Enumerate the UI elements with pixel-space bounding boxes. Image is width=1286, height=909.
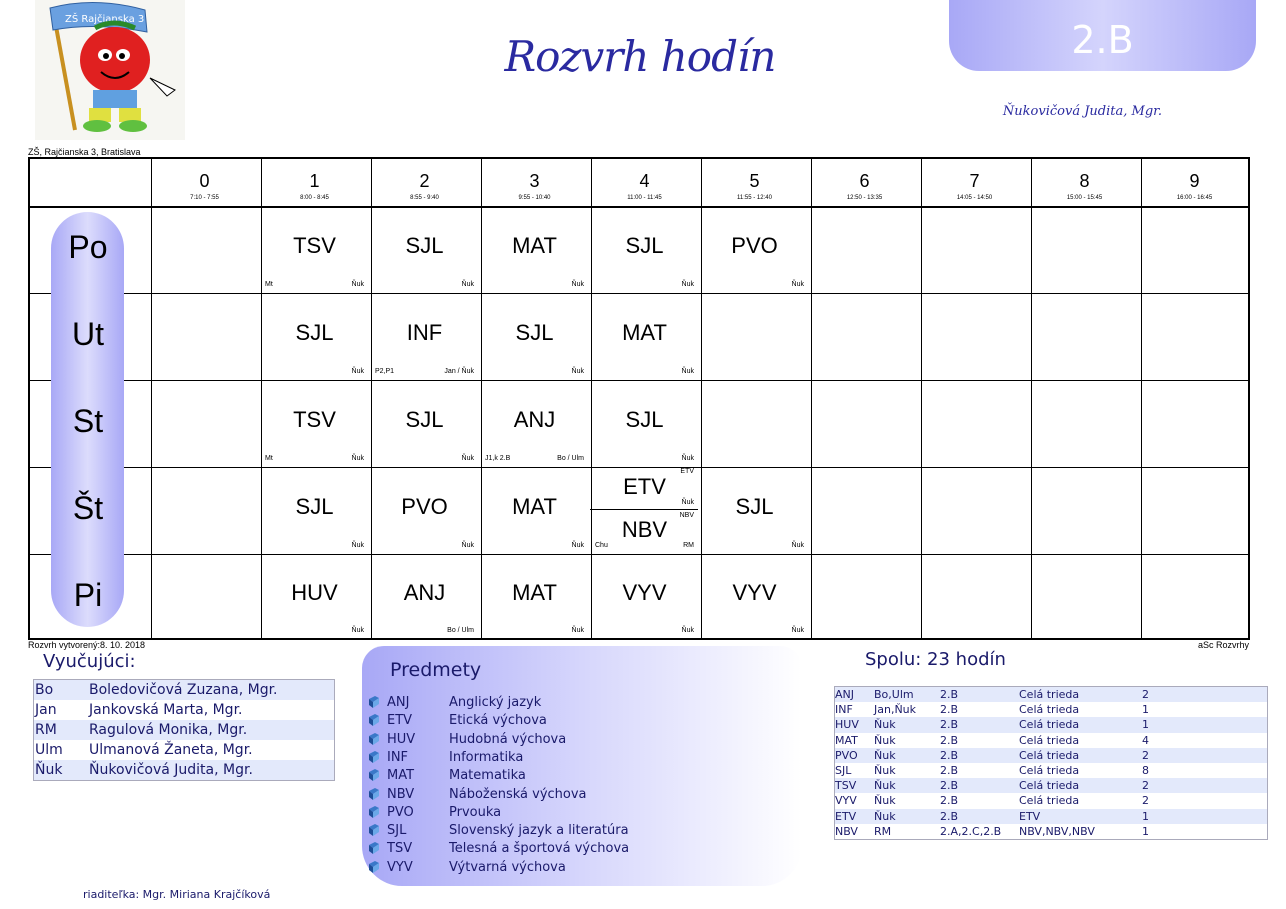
totals-teachers: Bo,Ulm — [874, 688, 914, 701]
teacher-code: Ňuk — [35, 762, 63, 778]
totals-teachers: Ňuk — [874, 809, 896, 823]
subject-code: ETV — [387, 713, 413, 729]
subjects-title: Predmety — [390, 659, 482, 681]
period-number: 9 — [1189, 171, 1200, 191]
lesson-cell[interactable] — [480, 553, 588, 638]
teacher-full-name: Ragulová Monika, Mgr. — [89, 722, 248, 738]
lesson-subject: SJL — [405, 232, 444, 258]
totals-row — [835, 717, 1267, 732]
teacher-row — [34, 700, 334, 720]
lesson-cell[interactable] — [480, 466, 588, 553]
totals-row — [835, 748, 1267, 763]
totals-subject: SJL — [835, 763, 852, 777]
period-number: 5 — [749, 171, 760, 191]
subject-name: Slovenský jazyk a literatúra — [449, 823, 629, 839]
lesson-subject: ANJ — [403, 579, 446, 605]
book-icon — [367, 732, 381, 746]
lesson-teacher: Ňuk — [461, 455, 474, 462]
lesson-teacher: Ňuk — [681, 627, 694, 634]
subject-name: Prvouka — [449, 804, 502, 820]
lesson-cell[interactable] — [590, 292, 698, 379]
subject-code: SJL — [387, 823, 407, 839]
totals-class: 2.A,2.C,2.B — [940, 824, 1002, 838]
lesson-subject: ETV — [623, 473, 666, 499]
totals-class: 2.B — [940, 688, 959, 701]
lesson-subject: ANJ — [513, 406, 556, 432]
subject-code: VYV — [387, 859, 413, 875]
school-logo — [35, 0, 185, 140]
teacher-full-name: Ulmanová Žaneta, Mgr. — [89, 742, 253, 758]
school-name: ZŠ, Rajčianska 3, Bratislava — [28, 147, 141, 157]
lesson-teacher: Ňuk — [791, 542, 804, 549]
lesson-cell[interactable] — [260, 379, 368, 466]
subject-row — [367, 804, 667, 822]
lesson-subject: VYV — [732, 579, 777, 605]
period-number: 4 — [639, 171, 650, 191]
totals-row — [835, 778, 1267, 793]
director-name: riaditeľka: Mgr. Miriana Krajčíková — [83, 888, 271, 901]
lesson-subject: SJL — [295, 493, 334, 519]
lesson-teacher: Ňuk — [681, 368, 694, 375]
book-icon — [367, 860, 381, 874]
lesson-room: Mt — [265, 281, 273, 288]
lesson-subject: HUV — [291, 579, 338, 605]
class-teacher-name: Ňukovičová Judita, Mgr. — [1002, 104, 1163, 119]
totals-count: 8 — [1142, 763, 1149, 777]
teacher-row — [34, 760, 334, 780]
lesson-cell[interactable] — [370, 205, 478, 292]
book-icon — [367, 823, 381, 837]
teachers-table — [33, 679, 335, 781]
lesson-teacher: Ňuk — [571, 281, 584, 288]
subject-row — [367, 767, 667, 785]
lesson-subject: MAT — [512, 493, 557, 519]
lesson-subject: PVO — [401, 493, 448, 519]
period-time: 8:00 - 8:45 — [300, 195, 329, 201]
teacher-row — [34, 680, 334, 700]
lesson-cell[interactable] — [590, 379, 698, 466]
totals-count: 1 — [1142, 703, 1149, 717]
totals-count: 4 — [1142, 733, 1149, 747]
subject-row — [367, 694, 667, 712]
lesson-room: Mt — [265, 455, 273, 462]
totals-class: 2.B — [940, 794, 959, 808]
lesson-cell[interactable] — [700, 466, 808, 553]
teacher-full-name: Jankovská Marta, Mgr. — [89, 702, 243, 718]
lesson-cell[interactable] — [590, 205, 698, 292]
totals-group: Celá trieda — [1019, 718, 1080, 732]
day-label: Po — [68, 229, 108, 265]
lesson-subject: MAT — [512, 232, 557, 258]
class-label: 2.B — [1071, 18, 1134, 62]
lesson-teacher: Ňuk — [571, 542, 584, 549]
totals-group: Celá trieda — [1019, 748, 1080, 762]
logo-text: ZŠ Rajčianska 3 — [65, 14, 145, 25]
totals-subject: VYV — [835, 794, 857, 808]
subject-code: NBV — [387, 786, 415, 802]
book-icon — [367, 713, 381, 727]
book-icon — [367, 805, 381, 819]
totals-teachers: Jan,Ňuk — [874, 703, 917, 717]
book-icon — [367, 768, 381, 782]
totals-subject: PVO — [835, 748, 858, 762]
lesson-subject: TSV — [293, 232, 336, 258]
lesson-cell[interactable] — [370, 466, 478, 553]
subject-name: Anglický jazyk — [449, 695, 542, 710]
lesson-cell[interactable] — [260, 466, 368, 553]
lesson-cell[interactable] — [260, 292, 368, 379]
lesson-teacher: Ňuk — [571, 627, 584, 634]
lesson-teacher: Ňuk — [351, 627, 364, 634]
period-time: 11:00 - 11:45 — [627, 195, 662, 201]
day-label: Ut — [72, 316, 104, 352]
period-number: 1 — [309, 171, 320, 191]
lesson-teacher: Ňuk — [461, 281, 474, 288]
totals-teachers: RM — [874, 824, 892, 838]
day-label: St — [72, 403, 104, 439]
subject-row — [367, 840, 667, 858]
totals-class: 2.B — [940, 733, 959, 747]
totals-subject: ANJ — [835, 688, 854, 701]
teacher-row — [34, 720, 334, 740]
timetable-content — [28, 157, 1250, 640]
period-number: 6 — [859, 171, 870, 191]
lesson-subject: SJL — [625, 406, 664, 432]
subject-code: PVO — [387, 804, 414, 820]
subject-code: TSV — [387, 841, 413, 857]
book-icon — [367, 841, 381, 855]
teacher-full-name: Ňukovičová Judita, Mgr. — [89, 762, 253, 778]
totals-subject: HUV — [835, 718, 859, 732]
lesson-subject: PVO — [731, 232, 778, 258]
totals-group: NBV,NBV,NBV — [1019, 824, 1095, 838]
subject-row — [367, 822, 667, 840]
lesson-subject: SJL — [735, 493, 774, 519]
totals-subject: INF — [835, 703, 853, 717]
totals-teachers: Ňuk — [874, 779, 896, 793]
totals-count: 1 — [1142, 824, 1149, 838]
lesson-subject: NBV — [621, 517, 668, 543]
totals-row — [835, 702, 1267, 717]
period-number: 8 — [1079, 171, 1090, 191]
lesson-room: Chu — [595, 542, 608, 549]
period-time: 14:05 - 14:50 — [956, 195, 993, 201]
totals-teachers: Ňuk — [874, 794, 896, 808]
period-time: 15:00 - 15:45 — [1066, 195, 1103, 201]
totals-subject: NBV — [835, 824, 858, 838]
lesson-cell[interactable] — [370, 379, 478, 466]
lesson-teacher: Ňuk — [351, 542, 364, 549]
totals-group: Celá trieda — [1019, 703, 1080, 717]
lesson-subject: SJL — [405, 406, 444, 432]
teacher-full-name: Boledovičová Zuzana, Mgr. — [89, 682, 278, 698]
totals-class: 2.B — [940, 748, 959, 762]
teacher-code: Jan — [35, 702, 57, 718]
totals-class: 2.B — [940, 809, 959, 823]
totals-subject: MAT — [835, 733, 858, 747]
lesson-subject: SJL — [295, 319, 334, 345]
subject-name: Matematika — [449, 768, 526, 784]
totals-group: Celá trieda — [1019, 763, 1080, 777]
lesson-teacher: Jan / Ňuk — [444, 368, 474, 375]
totals-group: Celá trieda — [1019, 688, 1080, 701]
totals-class: 2.B — [940, 703, 959, 717]
period-time: 7:10 - 7:55 — [190, 195, 219, 201]
subject-name: Telesná a športová výchova — [449, 841, 630, 857]
period-number: 3 — [529, 171, 540, 191]
totals-class: 2.B — [940, 763, 959, 777]
period-time: 16:00 - 16:45 — [1176, 195, 1213, 201]
teacher-code: Ulm — [35, 742, 63, 758]
period-time: 9:55 - 10:40 — [518, 195, 551, 201]
lesson-subject: SJL — [625, 232, 664, 258]
totals-count: 2 — [1142, 794, 1149, 808]
lesson-subject: INF — [406, 319, 443, 345]
day-label: Pi — [73, 577, 103, 613]
lesson-cell[interactable] — [700, 553, 808, 638]
subject-name: Náboženská výchova — [449, 786, 587, 802]
lesson-teacher: Ňuk — [351, 368, 364, 375]
software-credit: aSc Rozvrhy — [1197, 640, 1249, 650]
subject-row — [367, 731, 667, 749]
totals-count: 1 — [1142, 809, 1149, 823]
subject-code: HUV — [387, 731, 416, 747]
lesson-subject: SJL — [515, 319, 554, 345]
totals-subject: ETV — [835, 809, 857, 823]
totals-group: Celá trieda — [1019, 794, 1080, 808]
period-time: 12:50 - 13:35 — [846, 195, 883, 201]
totals-row — [835, 809, 1267, 824]
totals-group: Celá trieda — [1019, 779, 1080, 793]
lesson-cell[interactable] — [260, 553, 368, 638]
book-icon — [367, 750, 381, 764]
lesson-teacher: Ňuk — [681, 498, 694, 506]
lesson-teacher: RM — [683, 542, 694, 549]
lesson-teacher: Ňuk — [791, 281, 804, 288]
lesson-cell[interactable] — [260, 205, 368, 292]
totals-row — [835, 793, 1267, 808]
lesson-cell[interactable] — [590, 510, 698, 554]
lesson-group: NBV — [679, 511, 694, 519]
totals-count: 2 — [1142, 748, 1149, 762]
subject-code: ANJ — [387, 695, 410, 710]
lesson-cell[interactable] — [590, 466, 698, 510]
teacher-code: RM — [35, 722, 57, 738]
total-hours-title: Spolu: 23 hodín — [865, 649, 1006, 670]
totals-teachers: Ňuk — [874, 733, 896, 747]
lesson-cell[interactable] — [700, 205, 808, 292]
totals-teachers: Ňuk — [874, 763, 896, 777]
page-title: Rozvrh hodín — [504, 32, 776, 81]
lesson-cell[interactable] — [590, 553, 698, 638]
lesson-teacher: Ňuk — [461, 542, 474, 549]
totals-teachers: Ňuk — [874, 748, 896, 762]
period-number: 0 — [199, 171, 210, 191]
lesson-subject: TSV — [293, 406, 336, 432]
day-label: Št — [72, 490, 104, 526]
subject-row — [367, 749, 667, 767]
lesson-teacher: Ňuk — [681, 281, 694, 288]
totals-group: Celá trieda — [1019, 733, 1080, 747]
lesson-subject: MAT — [512, 579, 557, 605]
totals-class: 2.B — [940, 779, 959, 793]
teacher-code: Bo — [35, 682, 54, 698]
totals-subject: TSV — [835, 779, 857, 793]
lesson-teacher: Bo / Ulm — [557, 455, 584, 462]
totals-row — [835, 687, 1267, 702]
lesson-cell[interactable] — [370, 553, 478, 638]
totals-count: 2 — [1142, 779, 1149, 793]
totals-group: ETV — [1019, 809, 1041, 823]
lesson-group: ETV — [680, 468, 694, 475]
book-icon — [367, 787, 381, 801]
lesson-cell[interactable] — [370, 292, 478, 379]
totals-row — [835, 733, 1267, 748]
lesson-teacher: Ňuk — [791, 627, 804, 634]
totals-row — [835, 763, 1267, 778]
subject-row — [367, 859, 667, 877]
lesson-cell[interactable] — [480, 205, 588, 292]
totals-count: 2 — [1142, 688, 1149, 701]
lesson-room: P2,P1 — [375, 368, 395, 375]
subject-row — [367, 712, 667, 730]
totals-row — [835, 824, 1267, 839]
subject-row — [367, 786, 667, 804]
subject-name: Etická výchova — [449, 713, 547, 729]
lesson-teacher: Ňuk — [351, 455, 364, 462]
totals-teachers: Ňuk — [874, 718, 896, 732]
period-number: 7 — [969, 171, 980, 191]
lesson-teacher: Ňuk — [351, 281, 364, 288]
subject-code: INF — [387, 749, 409, 765]
totals-count: 1 — [1142, 718, 1149, 732]
teachers-title: Vyučujúci: — [43, 651, 136, 672]
book-icon — [367, 695, 381, 709]
lesson-room: J1,k 2.B — [485, 455, 511, 462]
lesson-subject: MAT — [622, 319, 667, 345]
lesson-cell[interactable] — [480, 379, 588, 466]
lesson-teacher: Bo / Ulm — [447, 627, 474, 634]
subject-name: Hudobná výchova — [449, 731, 567, 747]
lesson-teacher: Ňuk — [571, 368, 584, 375]
lesson-cell[interactable] — [480, 292, 588, 379]
teacher-row — [34, 740, 334, 760]
totals-table — [834, 686, 1268, 840]
subject-name: Informatika — [449, 749, 524, 765]
created-date: Rozvrh vytvorený:8. 10. 2018 — [28, 640, 146, 650]
period-time: 11:55 - 12:40 — [737, 195, 772, 201]
subject-name: Výtvarná výchova — [449, 859, 566, 875]
totals-class: 2.B — [940, 718, 959, 732]
lesson-subject: VYV — [622, 579, 667, 605]
lesson-teacher: Ňuk — [681, 455, 694, 462]
period-number: 2 — [419, 171, 430, 191]
period-time: 8:55 - 9:40 — [410, 195, 439, 201]
subject-code: MAT — [387, 768, 415, 784]
